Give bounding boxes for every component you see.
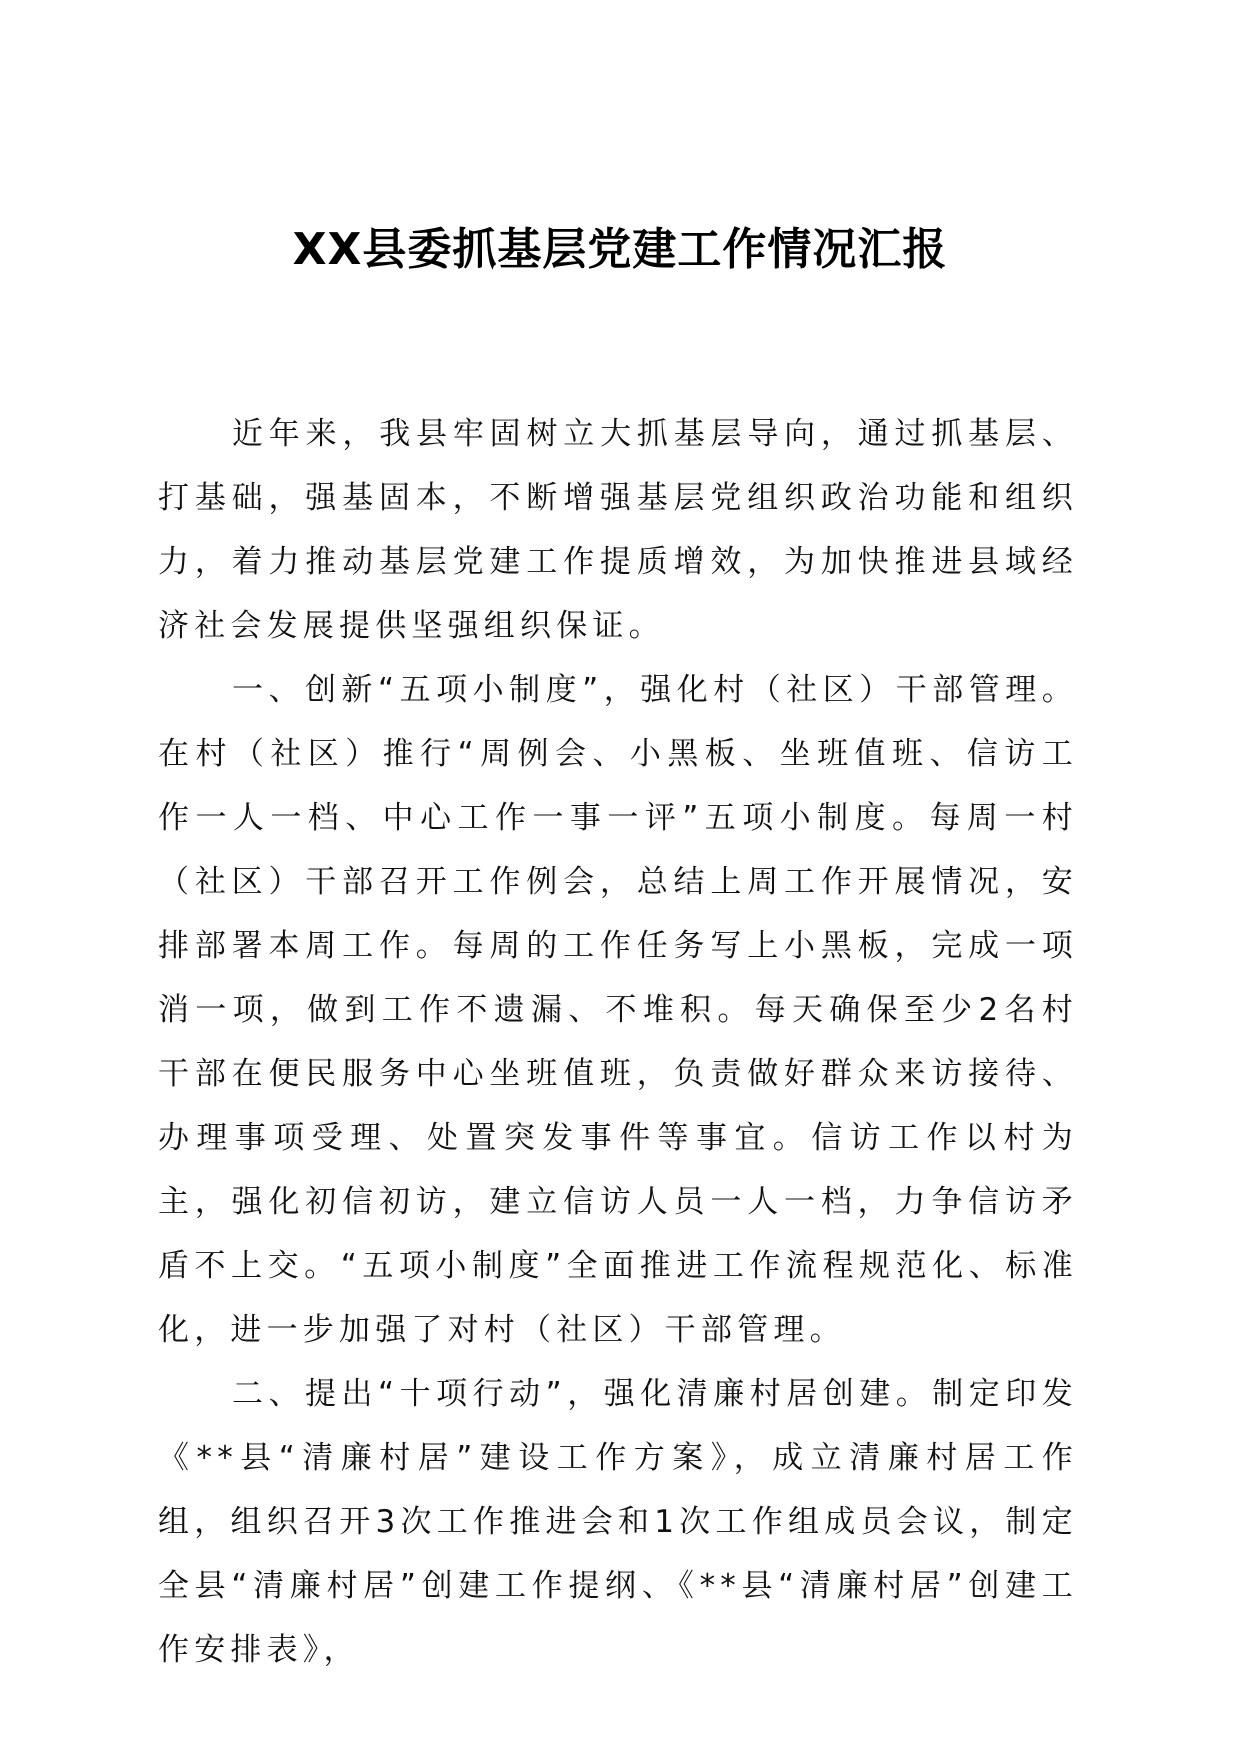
paragraph-intro: 近年来，我县牢固树立大抓基层导向，通过抓基层、打基础，强基固本，不断增强基层党组织政治功能和组织力，着力推动基层党建工作提质增效，为加快推进县域经济社会发展提供坚强组织保证。 xyxy=(158,416,1078,644)
document-body xyxy=(158,402,1078,1682)
document-title: XX县委抓基层党建工作情况汇报 xyxy=(292,224,948,275)
paragraph-section-two: 二、提出“十项行动”，强化清廉村居创建。制定印发《**县“清廉村居”建设工作方案》，成立清廉村居工作组，组织召开3次工作推进会和1次工作组成员会议，制定全县“清廉村居”创建工作提纲、《**县“清廉村居”创建工作安排表》， xyxy=(158,1376,1078,1668)
paragraph-section-one: 一、创新“五项小制度”，强化村（社区）干部管理。在村（社区）推行“周例会、小黑板、坐班值班、信访工作一人一档、中心工作一事一评”五项小制度。每周一村（社区）干部召开工作例会，总结上周工作开展情况，安排部署本周工作。每周的工作任务写上小黑板，完成一项消一项，做到工作不遗漏、不堆积。每天确保至少2名村干部在便民服务中心坐班值班，负责做好群众来访接待、办理事项受理、处置突发事件等事宜。信访工作以村为主，强化初信初访，建立信访人员一人一档，力争信访矛盾不上交。“五项小制度”全面推进工作流程规范化、标准化，进一步加强了对村（社区）干部管理。 xyxy=(158,672,1078,1348)
